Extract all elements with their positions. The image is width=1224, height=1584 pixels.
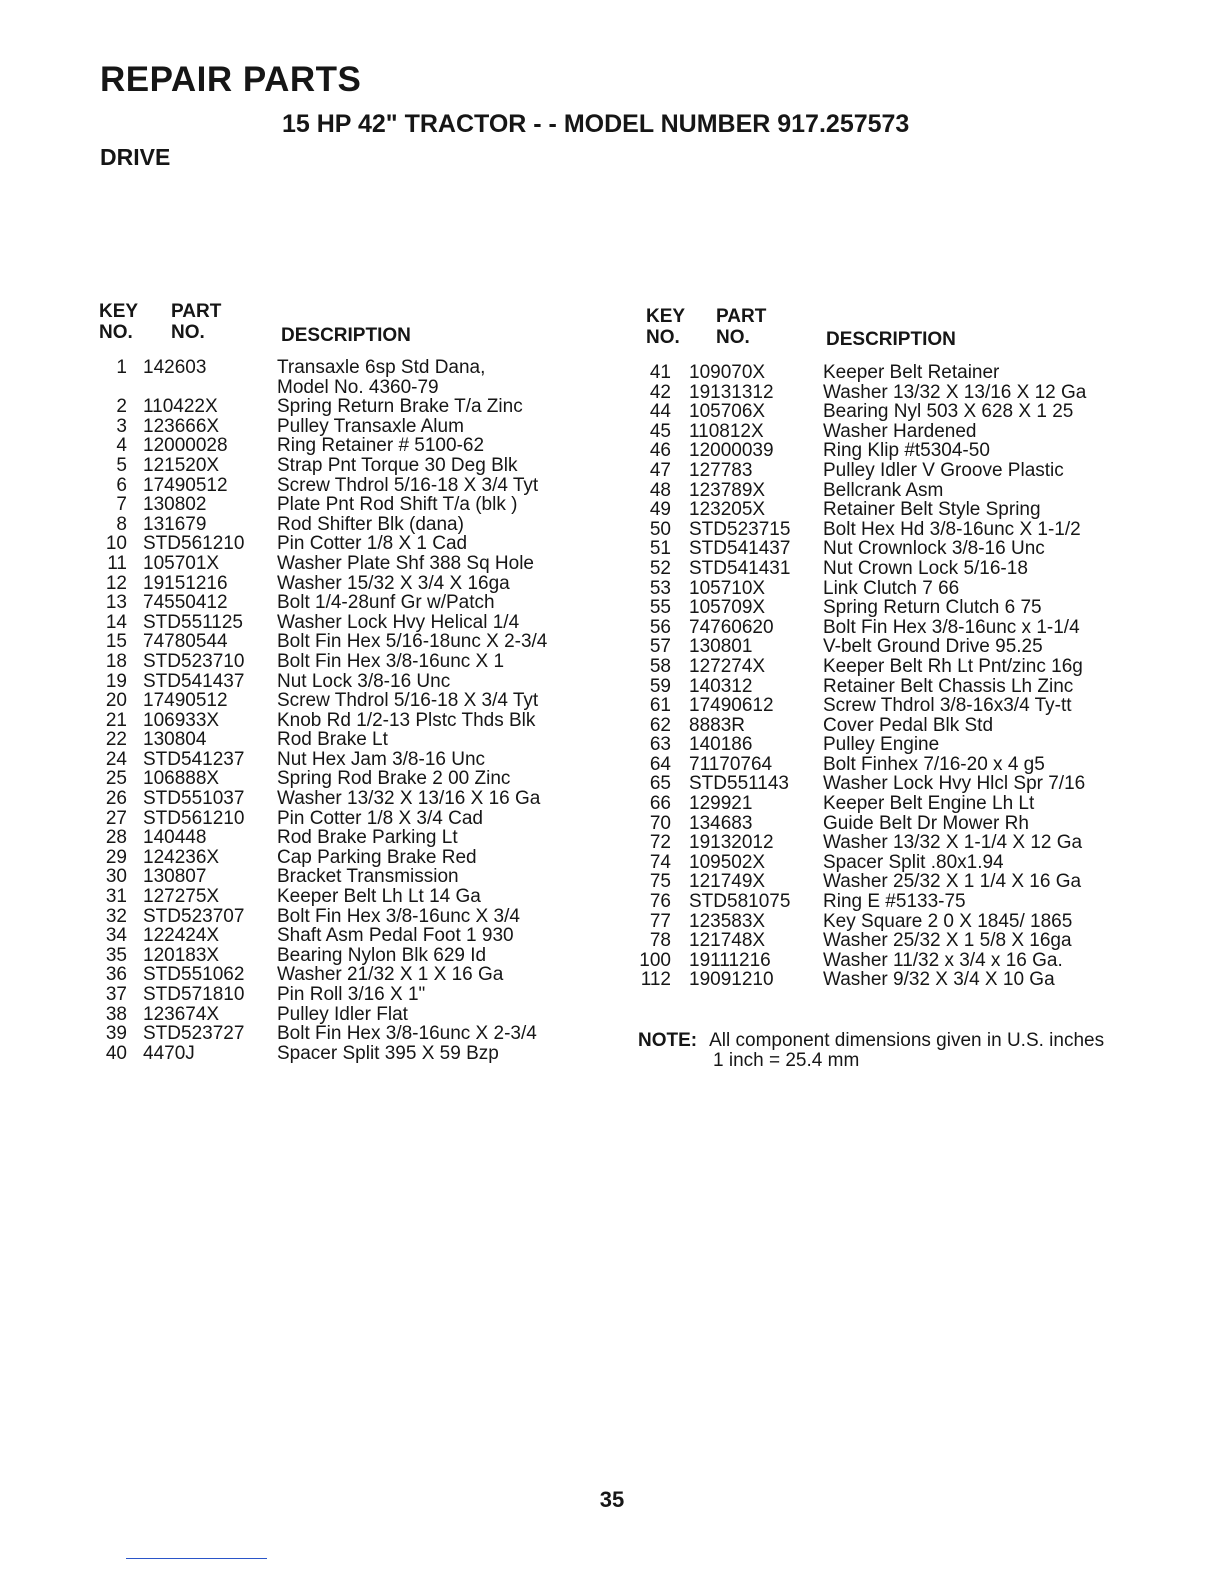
part-number: 19091210 [689,969,774,991]
part-number: 12000039 [689,440,774,462]
part-number: 123205X [689,499,766,521]
part-key-number: 38 [105,1003,127,1025]
part-key-number: 14 [105,611,127,633]
part-number: STD551143 [689,773,789,795]
part-key-number: 112 [640,969,671,991]
part-row [95,652,595,672]
part-description: Spacer Split .80x1.94 [823,851,1004,873]
part-row [637,794,1197,814]
part-row [95,789,595,809]
part-description: Bolt Finhex 7/16-20 x 4 g5 [823,753,1045,775]
part-number: 123666X [143,415,220,437]
part-row [95,730,595,750]
part-row [637,481,1197,501]
part-key-number: 59 [649,675,671,697]
part-description: Bracket Transmission [277,866,459,888]
part-number: STD561210 [143,533,245,555]
part-row [95,907,595,927]
part-description: Washer 11/32 x 3/4 x 16 Ga. [823,949,1063,971]
part-number: 120183X [143,944,220,966]
part-row [95,769,595,789]
part-row [637,637,1197,657]
part-number: 71170764 [689,753,773,775]
part-key-number: 56 [649,616,671,638]
part-number: 19151216 [143,572,228,594]
part-row [95,711,595,731]
section-heading: DRIVE [100,144,171,170]
part-description: Bolt Fin Hex 5/16-18unc X 2-3/4 [277,631,548,653]
part-description: Pulley Engine [823,734,940,756]
part-row [95,1024,595,1044]
part-row [637,657,1197,677]
part-description: Cover Pedal Blk Std [823,714,994,736]
part-key-number: 1 [116,357,127,378]
part-row [95,672,595,692]
part-description: Screw Thdrol 5/16-18 X 3/4 Tyt [277,474,539,496]
part-key-number: 15 [105,631,127,653]
part-description: Keeper Belt Retainer [823,362,1000,383]
part-row [637,970,1197,990]
part-number: 129921 [689,793,753,815]
part-row [637,363,1197,383]
part-key-number: 26 [105,788,127,810]
part-description: Ring E #5133-75 [823,891,966,913]
part-number: 140448 [143,827,207,849]
part-key-number: 51 [649,538,671,560]
part-description: Retainer Belt Style Spring [823,499,1041,521]
part-key-number: 76 [649,891,671,913]
part-row [95,593,595,613]
part-key-number: 65 [649,773,671,795]
part-number: STD541437 [689,538,791,560]
part-key-number: 44 [649,401,671,423]
parts-list [95,358,595,1063]
parts-table-right [637,307,1197,990]
part-description: Washer 13/32 X 13/16 X 16 Ga [277,788,541,810]
part-description: Bolt 1/4-28unf Gr w/Patch [277,592,495,614]
part-number: 122424X [143,925,220,947]
part-description: Transaxle 6sp Std Dana, Model No. 4360-79 [277,357,486,398]
part-key-number: 53 [649,577,671,599]
part-row [637,402,1197,422]
part-description: Washer Hardened [823,420,977,442]
part-key-number: 46 [649,440,671,462]
part-key-number: 11 [107,552,127,574]
part-row [637,579,1197,599]
part-key-number: 7 [116,494,127,516]
part-description: Screw Thdrol 5/16-18 X 3/4 Tyt [277,690,539,712]
part-number: STD551037 [143,788,245,810]
part-number: STD551125 [143,611,243,633]
part-description: Spring Return Brake T/a Zinc [277,396,523,418]
part-key-number: 100 [639,949,671,971]
part-key-number: 64 [649,753,671,775]
part-description: V-belt Ground Drive 95.25 [823,636,1043,658]
part-row [637,951,1197,971]
part-number: STD541431 [689,557,791,579]
part-number: STD551062 [143,964,245,986]
bottom-divider [126,1558,267,1559]
part-description: Knob Rd 1/2-13 Plstc Thds Blk [277,709,536,731]
model-subtitle: 15 HP 42" TRACTOR - - MODEL NUMBER 917.257573 [282,110,910,138]
part-row [637,618,1197,638]
part-description: Pulley Transaxle Alum [277,415,464,437]
parts-table-left [95,302,595,1063]
part-description: Pin Cotter 1/8 X 1 Cad [277,533,468,555]
part-row [637,853,1197,873]
part-key-number: 48 [649,479,671,501]
part-row [95,476,595,496]
part-key-number: 49 [649,499,671,521]
part-key-number: 28 [105,827,127,849]
part-key-number: 20 [105,690,127,712]
part-number: 19132012 [689,832,774,854]
part-description: Strap Pnt Torque 30 Deg Blk [277,454,518,476]
part-description: Keeper Belt Rh Lt Pnt/zinc 16g [823,655,1083,677]
part-description: Bolt Fin Hex 3/8-16unc X 1 [277,650,505,672]
page-number: 35 [599,1487,625,1512]
part-key-number: 31 [105,886,127,908]
part-number: 123789X [689,479,766,501]
part-description: Screw Thdrol 3/8-16x3/4 Ty-tt [823,695,1072,717]
part-row [95,965,595,985]
part-row [95,358,595,397]
part-description: Washer 9/32 X 3/4 X 10 Ga [823,969,1055,991]
part-description: Bolt Fin Hex 3/8-16unc x 1-1/4 [823,616,1080,638]
part-description: Retainer Belt Chassis Lh Zinc [823,675,1074,697]
part-row [95,495,595,515]
part-number: 130807 [143,866,207,888]
part-description: Washer Lock Hvy Helical 1/4 [277,611,520,633]
part-row [95,1005,595,1025]
part-header-no: NO. [716,327,750,348]
part-key-number: 52 [649,557,671,579]
part-row [95,1044,595,1064]
part-header-no: NO. [171,322,205,343]
part-number: 142603 [143,357,207,378]
part-key-number: 70 [649,812,671,834]
part-description: Bolt Fin Hex 3/8-16unc X 2-3/4 [277,1023,537,1045]
part-description: Keeper Belt Engine Lh Lt [823,793,1035,815]
part-key-number: 47 [649,459,671,481]
part-row [95,848,595,868]
part-number: STD541237 [143,748,245,770]
part-row [95,456,595,476]
part-number: 106888X [143,768,220,790]
part-number: 105709X [689,597,766,619]
part-number: 17490512 [143,474,228,496]
part-row [637,912,1197,932]
part-header: PART [716,306,767,327]
part-key-number: 45 [649,420,671,442]
part-description: Keeper Belt Lh Lt 14 Ga [277,886,481,908]
part-key-number: 42 [649,381,671,403]
part-number: STD571810 [143,984,245,1005]
part-number: 74550412 [143,592,228,614]
part-number: 124236X [143,846,220,868]
part-key-number: 36 [105,964,127,986]
part-number: 12000028 [143,435,228,457]
part-row [95,417,595,437]
part-row [95,946,595,966]
part-number: STD561210 [143,807,245,829]
parts-table-header [637,307,1197,363]
part-description: Nut Crownlock 3/8-16 Unc [823,538,1045,560]
part-description: Ring Klip #t5304-50 [823,440,990,462]
part-row [637,735,1197,755]
part-row [637,716,1197,736]
part-description: Washer 21/32 X 1 X 16 Ga [277,964,504,986]
part-number: 123583X [689,910,766,932]
part-key-number: 74 [649,851,671,873]
note-conversion: 1 inch = 25.4 mm [713,1050,860,1071]
part-number: 127274X [689,655,766,677]
part-row [637,539,1197,559]
part-row [637,520,1197,540]
part-key-number: 41 [649,362,671,383]
part-row [637,814,1197,834]
part-description: Cap Parking Brake Red [277,846,477,868]
part-row [637,598,1197,618]
dimensions-note [638,1031,1104,1071]
part-key-number: 21 [105,709,127,731]
part-key-number: 34 [105,925,127,947]
part-key-number: 5 [116,454,127,476]
part-key-number: 39 [105,1023,127,1045]
part-description: Pulley Idler Flat [277,1003,408,1025]
part-number: STD523710 [143,650,245,672]
page-title: REPAIR PARTS [100,60,362,99]
part-number: 130804 [143,729,207,751]
part-row [637,755,1197,775]
part-row [95,809,595,829]
description-header: DESCRIPTION [826,329,956,350]
part-number: 19131312 [689,381,774,403]
part-row [637,441,1197,461]
part-key-number: 37 [105,984,127,1005]
parts-table-header [95,302,595,358]
part-row [637,892,1197,912]
part-number: 105710X [689,577,766,599]
part-number: STD581075 [689,891,791,913]
part-row [95,397,595,417]
part-number: 110812X [689,420,764,442]
part-key-number: 62 [649,714,671,736]
part-description: Washer 13/32 X 13/16 X 12 Ga [823,381,1087,403]
part-description: Washer Lock Hvy Hlcl Spr 7/16 [823,773,1086,795]
part-key-number: 55 [649,597,671,619]
part-number: 121748X [689,930,766,952]
part-description: Bearing Nyl 503 X 628 X 1 25 [823,401,1074,423]
part-row [95,632,595,652]
part-row [95,613,595,633]
part-key-number: 18 [105,650,127,672]
part-number: 109070X [689,362,766,383]
part-key-number: 30 [105,866,127,888]
part-description: Bolt Hex Hd 3/8-16unc X 1-1/2 [823,518,1081,540]
part-key-number: 3 [116,415,127,437]
part-key-number: 24 [105,748,127,770]
part-number: 121520X [143,454,220,476]
part-description: Bolt Fin Hex 3/8-16unc X 3/4 [277,905,520,927]
note-label: NOTE: [638,1030,698,1051]
part-description: Shaft Asm Pedal Foot 1 930 [277,925,514,947]
part-number: 17490612 [689,695,774,717]
part-key-number: 66 [649,793,671,815]
part-number: 134683 [689,812,753,834]
part-key-number: 2 [116,396,127,418]
part-row [637,872,1197,892]
part-key-number: 72 [649,832,671,854]
note-text: All component dimensions given in U.S. inches [709,1030,1105,1051]
part-number: 130801 [689,636,753,658]
part-description: Plate Pnt Rod Shift T/a (blk ) [277,494,518,516]
part-row [95,534,595,554]
part-row [95,887,595,907]
part-description: Rod Brake Parking Lt [277,827,458,849]
key-header-no: NO. [646,327,680,348]
part-description: Pin Cotter 1/8 X 3/4 Cad [277,807,483,829]
part-number: 127275X [143,886,220,908]
part-key-number: 22 [105,729,127,751]
part-key-number: 4 [116,435,127,457]
part-key-number: 27 [105,807,127,829]
part-number: 4470J [143,1042,195,1064]
part-header: PART [171,301,222,322]
part-row [95,985,595,1005]
part-number: 109502X [689,851,766,873]
part-number: 123674X [143,1003,220,1025]
part-description: Rod Shifter Blk (dana) [277,513,464,535]
part-description: Washer 13/32 X 1-1/4 X 12 Ga [823,832,1083,854]
part-description: Bellcrank Asm [823,479,944,501]
part-description: Nut Crown Lock 5/16-18 [823,557,1028,579]
part-description: Spring Return Clutch 6 75 [823,597,1042,619]
part-number: 19111216 [689,949,771,971]
part-key-number: 63 [649,734,671,756]
part-key-number: 29 [105,846,127,868]
part-key-number: 61 [649,695,671,717]
description-header: DESCRIPTION [281,325,411,346]
part-description: Rod Brake Lt [277,729,388,751]
part-key-number: 40 [105,1042,127,1064]
part-key-number: 6 [116,474,127,496]
part-key-number: 10 [105,533,127,555]
part-number: 74760620 [689,616,774,638]
part-description: Washer Plate Shf 388 Sq Hole [277,552,534,574]
part-description: Ring Retainer # 5100-62 [277,435,485,457]
part-row [637,677,1197,697]
part-row [95,867,595,887]
part-row [637,833,1197,853]
part-description: Washer 25/32 X 1 1/4 X 16 Ga [823,871,1082,893]
part-number: 105706X [689,401,766,423]
part-row [95,574,595,594]
key-header-no: NO. [99,322,133,343]
part-key-number: 25 [105,768,127,790]
part-key-number: 50 [649,518,671,540]
part-key-number: 32 [105,905,127,927]
part-key-number: 78 [649,930,671,952]
part-description: Nut Hex Jam 3/8-16 Unc [277,748,486,770]
part-number: 140186 [689,734,753,756]
part-number: 110422X [143,396,218,418]
part-row [95,515,595,535]
part-row [95,828,595,848]
part-description: Bearing Nylon Blk 629 Id [277,944,487,966]
part-key-number: 58 [649,655,671,677]
part-row [637,559,1197,579]
part-number: STD523715 [689,518,791,540]
part-number: 130802 [143,494,207,516]
part-number: 131679 [143,513,207,535]
part-description: Guide Belt Dr Mower Rh [823,812,1029,834]
part-row [637,422,1197,442]
part-row [95,436,595,456]
part-number: STD523727 [143,1023,245,1045]
part-description: Spring Rod Brake 2 00 Zinc [277,768,511,790]
part-key-number: 75 [649,871,671,893]
part-key-number: 35 [105,944,127,966]
part-number: 105701X [143,552,220,574]
part-row [637,774,1197,794]
part-description: Washer 25/32 X 1 5/8 X 16ga [823,930,1072,952]
part-description: Washer 15/32 X 3/4 X 16ga [277,572,510,594]
part-key-number: 13 [105,592,127,614]
part-row [637,696,1197,716]
part-key-number: 19 [105,670,127,692]
part-number: 127783 [689,459,753,481]
part-description: Key Square 2 0 X 1845/ 1865 [823,910,1073,932]
part-number: 17490512 [143,690,228,712]
part-row [95,691,595,711]
part-number: STD523707 [143,905,245,927]
part-row [637,931,1197,951]
part-row [637,461,1197,481]
part-description: Nut Lock 3/8-16 Unc [277,670,451,692]
part-description: Link Clutch 7 66 [823,577,960,599]
part-key-number: 8 [116,513,127,535]
part-number: 140312 [689,675,753,697]
part-number: 74780544 [143,631,228,653]
part-number: 8883R [689,714,745,736]
part-description: Pin Roll 3/16 X 1" [277,984,426,1005]
part-row [637,500,1197,520]
part-row [95,554,595,574]
part-number: STD541437 [143,670,245,692]
parts-list [637,363,1197,990]
key-header: KEY [646,306,686,327]
part-number: 121749X [689,871,766,893]
part-key-number: 77 [649,910,671,932]
key-header: KEY [99,301,139,322]
part-description: Spacer Split 395 X 59 Bzp [277,1042,499,1064]
part-row [637,383,1197,403]
part-number: 106933X [143,709,220,731]
part-key-number: 57 [649,636,671,658]
part-row [95,750,595,770]
part-row [95,926,595,946]
part-description: Pulley Idler V Groove Plastic [823,459,1064,481]
part-key-number: 12 [105,572,127,594]
